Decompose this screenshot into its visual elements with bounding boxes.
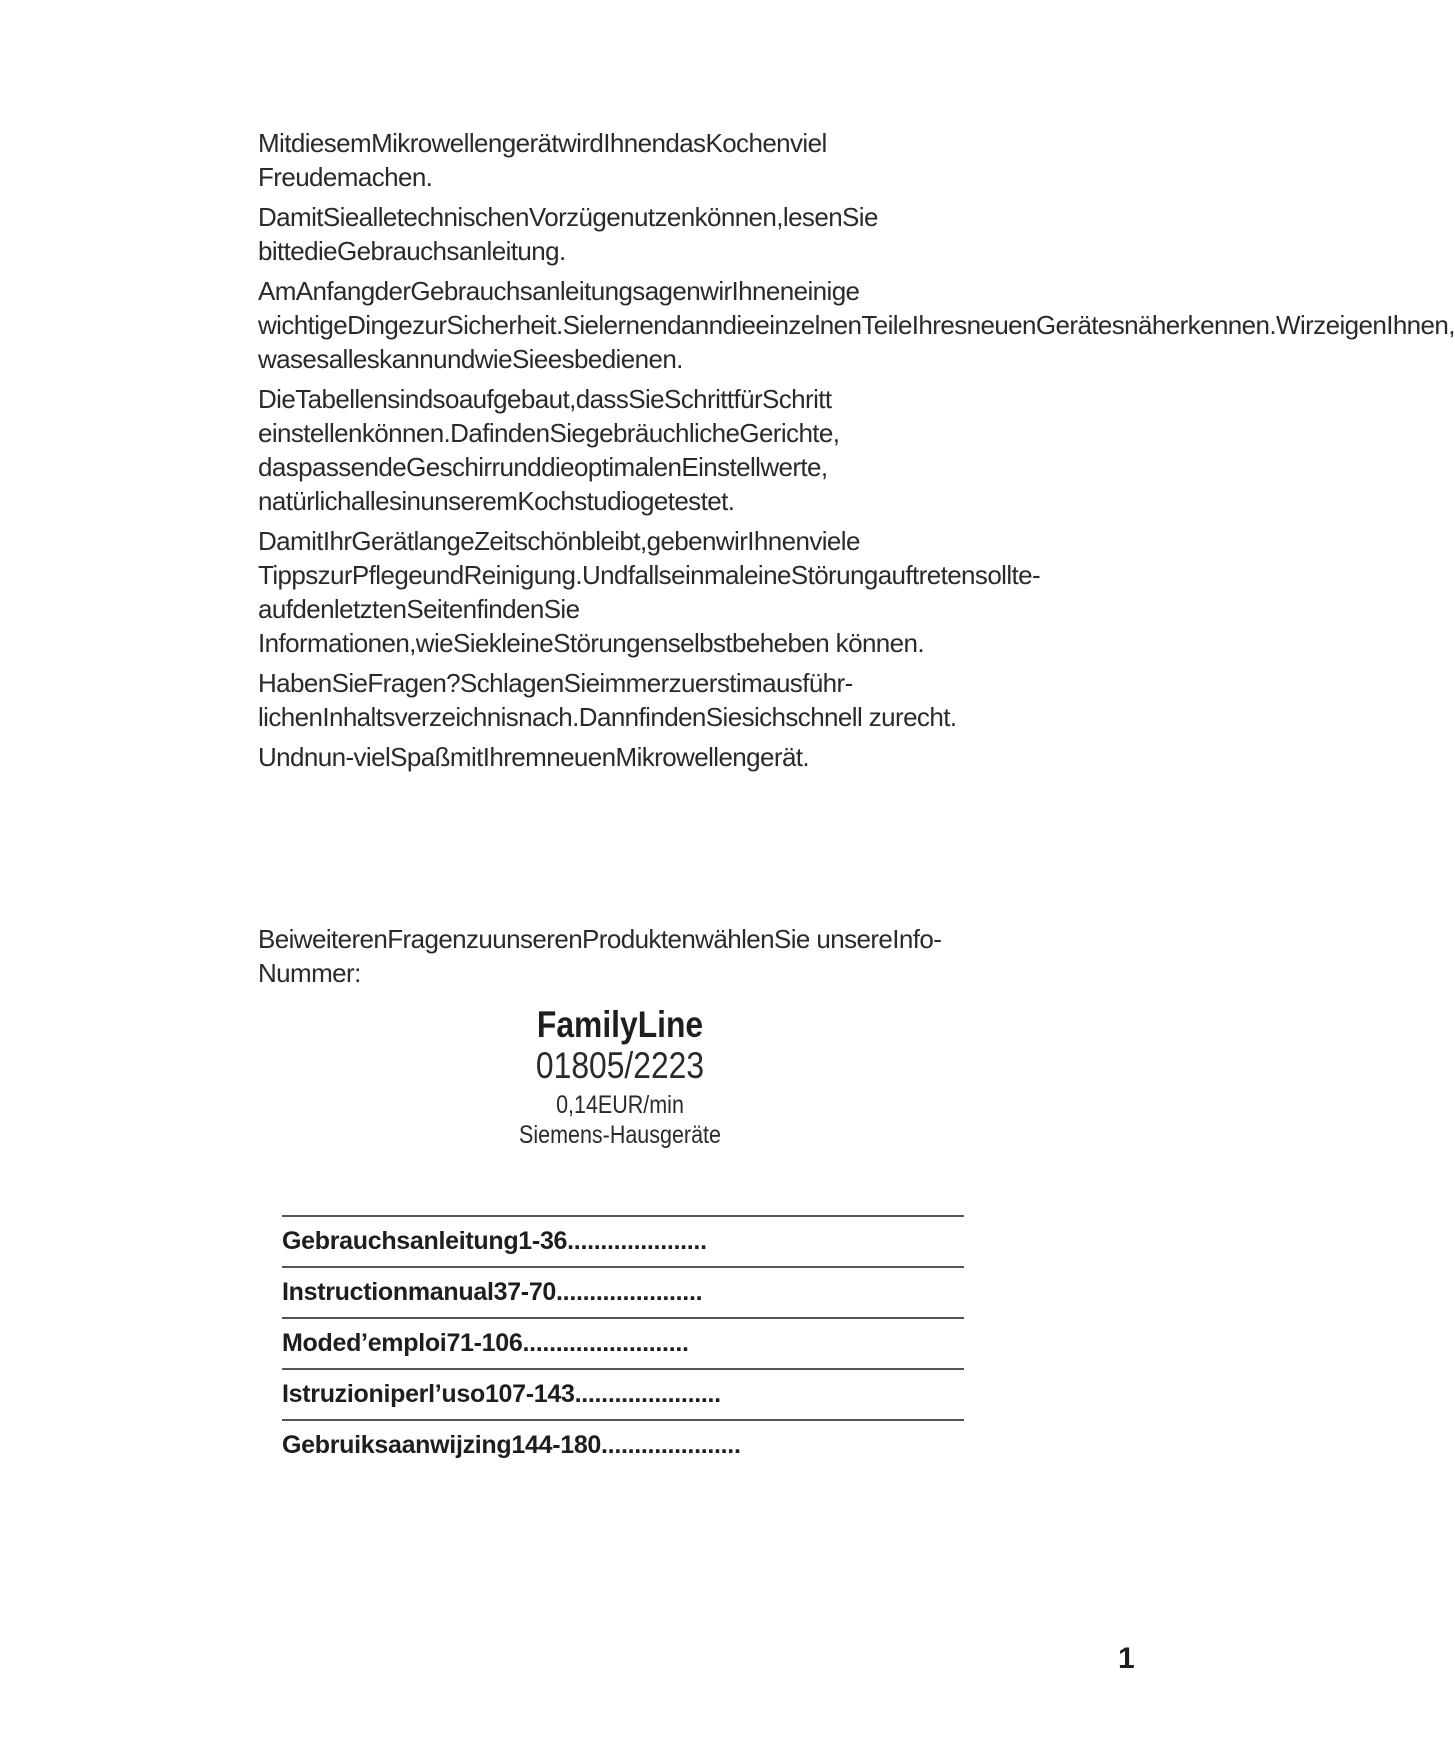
intro-text bbox=[258, 126, 1455, 780]
toc-entry-italian[interactable]: Istruzioniperl’uso107-143...................... bbox=[282, 1370, 964, 1421]
intro-paragraph-3: AmAnfangderGebrauchsanleitungsagenwirIhneneinige wichtigeDingezurSicherheit.SielernendanndieeinzelnenTeileIhresneuenGerätesnäherkennen.WirzeigenIhnen, wasesalleskannundwieSieesbedienen. bbox=[258, 276, 1455, 374]
hotline-company: Siemens-Hausgeräte bbox=[519, 1121, 721, 1149]
intro-paragraph-4: DieTabellensindsoaufgebaut,dassSieSchrittfürSchritt einstellenkönnen.DafindenSiegebräuchlicheGerichte, daspassendeGeschirrunddieoptimalenEinstellwerte, natürlichallesinunseremKochstudiogetestet. bbox=[258, 384, 840, 516]
hotline-brand: FamilyLine bbox=[536, 1004, 704, 1045]
toc-entry-german[interactable]: Gebrauchsanleitung1-36..................... bbox=[282, 1217, 964, 1268]
intro-paragraph-6: HabenSieFragen?SchlagenSieimmerzuerstimausführ- lichenInhaltsverzeichnisnach.DannfindenSiesichschnell zurecht. bbox=[258, 668, 957, 732]
info-number-lead: BeiweiterenFragenzuunserenProduktenwählenSie unsereInfo-Nummer: bbox=[258, 924, 942, 988]
toc-entry-french[interactable]: Moded’emploi71-106......................... bbox=[282, 1319, 964, 1370]
hotline-phone-number: 01805/2223 bbox=[535, 1045, 705, 1086]
intro-paragraph-1: MitdiesemMikrowellengerätwirdIhnendasKochenviel Freudemachen. bbox=[258, 128, 827, 192]
intro-paragraph-2: DamitSiealletechnischenVorzügenutzenkönnen,lesenSie bittedieGebrauchsanleitung. bbox=[258, 202, 878, 266]
intro-paragraph-5: DamitIhrGerätlangeZeitschönbleibt,gebenwirIhnenviele TippszurPflegeundReinigung.UndfallseinmaleineStörungauftretensollte-aufdenletztenSeitenfindenSie Informationen,wieSiekleineStörungenselbstbeheben können. bbox=[258, 526, 1041, 658]
language-table-of-contents bbox=[282, 1215, 964, 1470]
intro-paragraph-7: Undnun-vielSpaßmitIhremneuenMikrowellengerät. bbox=[258, 742, 810, 772]
toc-entry-english[interactable]: Instructionmanual37-70...................... bbox=[282, 1268, 964, 1319]
contact-block bbox=[448, 1004, 792, 1150]
hotline-price: 0,14EUR/min bbox=[556, 1091, 684, 1119]
page-number: 1 bbox=[1118, 1642, 1135, 1675]
toc-entry-dutch[interactable]: Gebruiksaanwijzing144-180..................... bbox=[282, 1431, 741, 1459]
